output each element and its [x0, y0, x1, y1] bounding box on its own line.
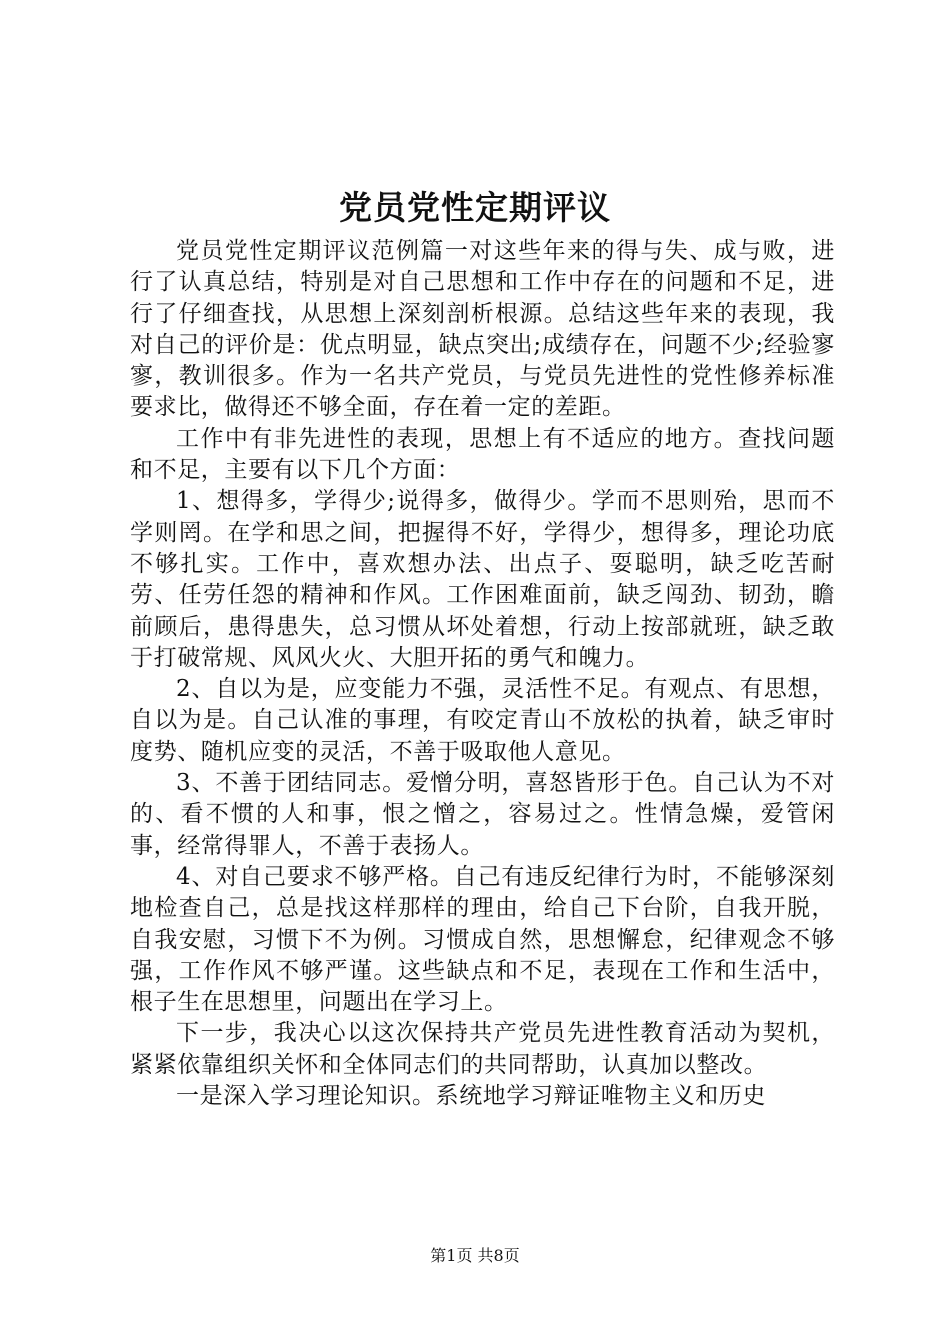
- document-body: [130, 236, 835, 1112]
- paragraph-intro: 党员党性定期评议范例篇一对这些年来的得与失、成与败，进行了认真总结，特别是对自己思想和工作中存在的问题和不足，进行了仔细查找，从思想上深刻剖析根源。总结这些年来的表现，我对自己的评价是：优点明显，缺点突出;成绩存在，问题不少;经验寥寥，教训很多。作为一名共产党员，与党员先进性的党性修养标准要求比，做得还不够全面，存在着一定的差距。: [130, 238, 835, 421]
- paragraph-problems-overview: 工作中有非先进性的表现，思想上有不适应的地方。查找问题和不足，主要有以下几个方面：: [130, 425, 835, 484]
- paragraph-point-2: 2、自以为是，应变能力不强，灵活性不足。有观点、有思想，自以为是。自己认准的事理，有咬定青山不放松的执着，缺乏审时度势、随机应变的灵活，不善于吸取他人意见。: [130, 676, 835, 765]
- document-title: 党员党性定期评议: [339, 188, 611, 227]
- paragraph-point-3: 3、不善于团结同志。爱憎分明，喜怒皆形于色。自己认为不对的、看不惯的人和事，恨之憎之，容易过之。性情急燥，爱管闲事，经常得罪人，不善于表扬人。: [130, 770, 835, 859]
- paragraph-study-theory: 一是深入学习理论知识。系统地学习辩证唯物主义和历史: [176, 1083, 766, 1110]
- page-number-footer: 第1页 共8页: [430, 1246, 520, 1265]
- paragraph-point-4: 4、对自己要求不够严格。自己有违反纪律行为时，不能够深刻地检查自己，总是找这样那样的理由，给自己下台阶，自我开脱，自我安慰，习惯下不为例。习惯成自然，思想懈怠，纪律观念不够强，工作作风不够严谨。这些缺点和不足，表现在工作和生活中，根子生在思想里，问题出在学习上。: [130, 863, 835, 1016]
- paragraph-point-1: 1、想得多，学得少;说得多，做得少。学而不思则殆，思而不学则罔。在学和思之间，把握得不好，学得少，想得多，理论功底不够扎实。工作中，喜欢想办法、出点子、耍聪明，缺乏吃苦耐劳、任劳任怨的精神和作风。工作困难面前，缺乏闯劲、韧劲，瞻前顾后，患得患失，总习惯从坏处着想，行动上按部就班，缺乏敢于打破常规、风风火火、大胆开拓的勇气和魄力。: [130, 488, 835, 671]
- paragraph-next-step: 下一步，我决心以这次保持共产党员先进性教育活动为契机，紧紧依靠组织关怀和全体同志们的共同帮助，认真加以整改。: [130, 1020, 835, 1078]
